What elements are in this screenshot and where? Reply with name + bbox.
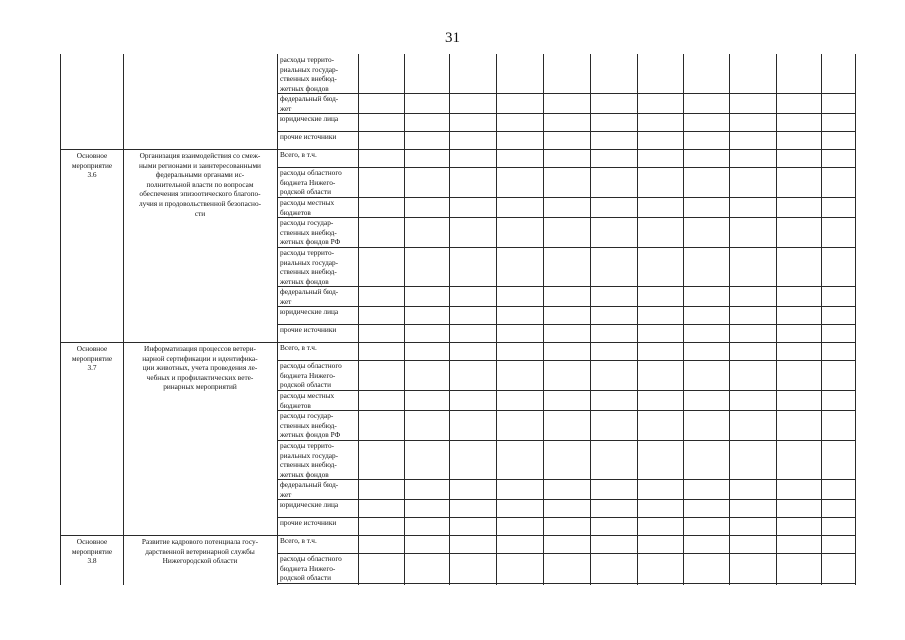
event-name: Организация взаимодействия со смеж- ными регионами и заинтересованными федеральными органами ис- полнительной власти по вопросам обеспечения эпизоотического благопо- лучия и продовольственной безопасно- сти [138,151,262,218]
source-label: расходы областного бюджета Нижего- родской области [280,361,342,390]
source-label: Всего, в т.ч. [280,150,317,159]
source-label: прочие источники [280,325,337,334]
source-label: расходы государ- ственных внебюд- жетных фондов РФ [280,411,341,440]
event-number: Основное мероприятие 3.7 [71,344,113,373]
column-line [729,54,730,585]
row-line [277,583,855,584]
row-line [277,517,855,518]
column-line [776,54,777,585]
row-line [277,390,855,391]
source-label: юридические лица [280,500,339,509]
column-line [496,54,497,585]
source-label: юридические лица [280,307,339,316]
row-line [277,197,855,198]
event-number: Основное мероприятие 3.8 [71,537,113,566]
source-label: Всего, в т.ч. [280,536,317,545]
event-separator [61,149,855,150]
column-line [123,54,124,585]
event-name: Развитие кадрового потенциала госу- дарственной ветеринарной службы Нижегородской области [141,537,259,566]
row-line [277,306,855,307]
column-line [404,54,405,585]
row-line [277,360,855,361]
row-line [277,217,855,218]
column-line [449,54,450,585]
row-line [277,440,855,441]
source-label: прочие источники [280,518,337,527]
source-label: расходы местных бюджетов [280,198,335,217]
source-label: расходы государ- ственных внебюд- жетных фондов РФ [280,218,341,247]
source-label: федеральный бюд- жет [280,94,339,113]
row-line [277,167,855,168]
source-label: расходы областного бюджета Нижего- родской области [280,168,342,197]
event-name: Информатизация процессов ветери- нарной сертификации и идентифика- ции животных, учета проведения ле- чебных и профилактических вете- ринарных мероприятий [142,344,258,392]
row-line [277,479,855,480]
column-line [543,54,544,585]
row-line [277,553,855,554]
row-line [277,131,855,132]
source-label: расходы областного бюджета Нижего- родской области [280,554,342,583]
event-separator [61,342,855,343]
column-line [637,54,638,585]
source-label: прочие источники [280,132,337,141]
source-label: расходы террито- риальных государ- ственных внебюд- жетных фондов [280,248,339,286]
row-line [277,93,855,94]
source-label: расходы местных бюджетов [280,391,335,410]
source-label: расходы террито- риальных государ- ственных внебюд- жетных фондов [280,55,339,93]
source-label: расходы террито- риальных государ- ственных внебюд- жетных фондов [280,441,339,479]
row-line [277,410,855,411]
budget-table [60,54,856,585]
source-label: Всего, в т.ч. [280,343,317,352]
column-line [821,54,822,585]
row-line [277,247,855,248]
row-line [277,113,855,114]
column-line [358,54,359,585]
source-label: федеральный бюд- жет [280,287,339,306]
row-line [277,499,855,500]
column-line [277,54,278,585]
event-number: Основное мероприятие 3.6 [71,151,113,180]
source-label: юридические лица [280,114,339,123]
column-line [590,54,591,585]
row-line [277,286,855,287]
column-line [683,54,684,585]
page-number: 31 [445,30,460,46]
row-line [277,324,855,325]
event-separator [61,535,855,536]
source-label: федеральный бюд- жет [280,480,339,499]
